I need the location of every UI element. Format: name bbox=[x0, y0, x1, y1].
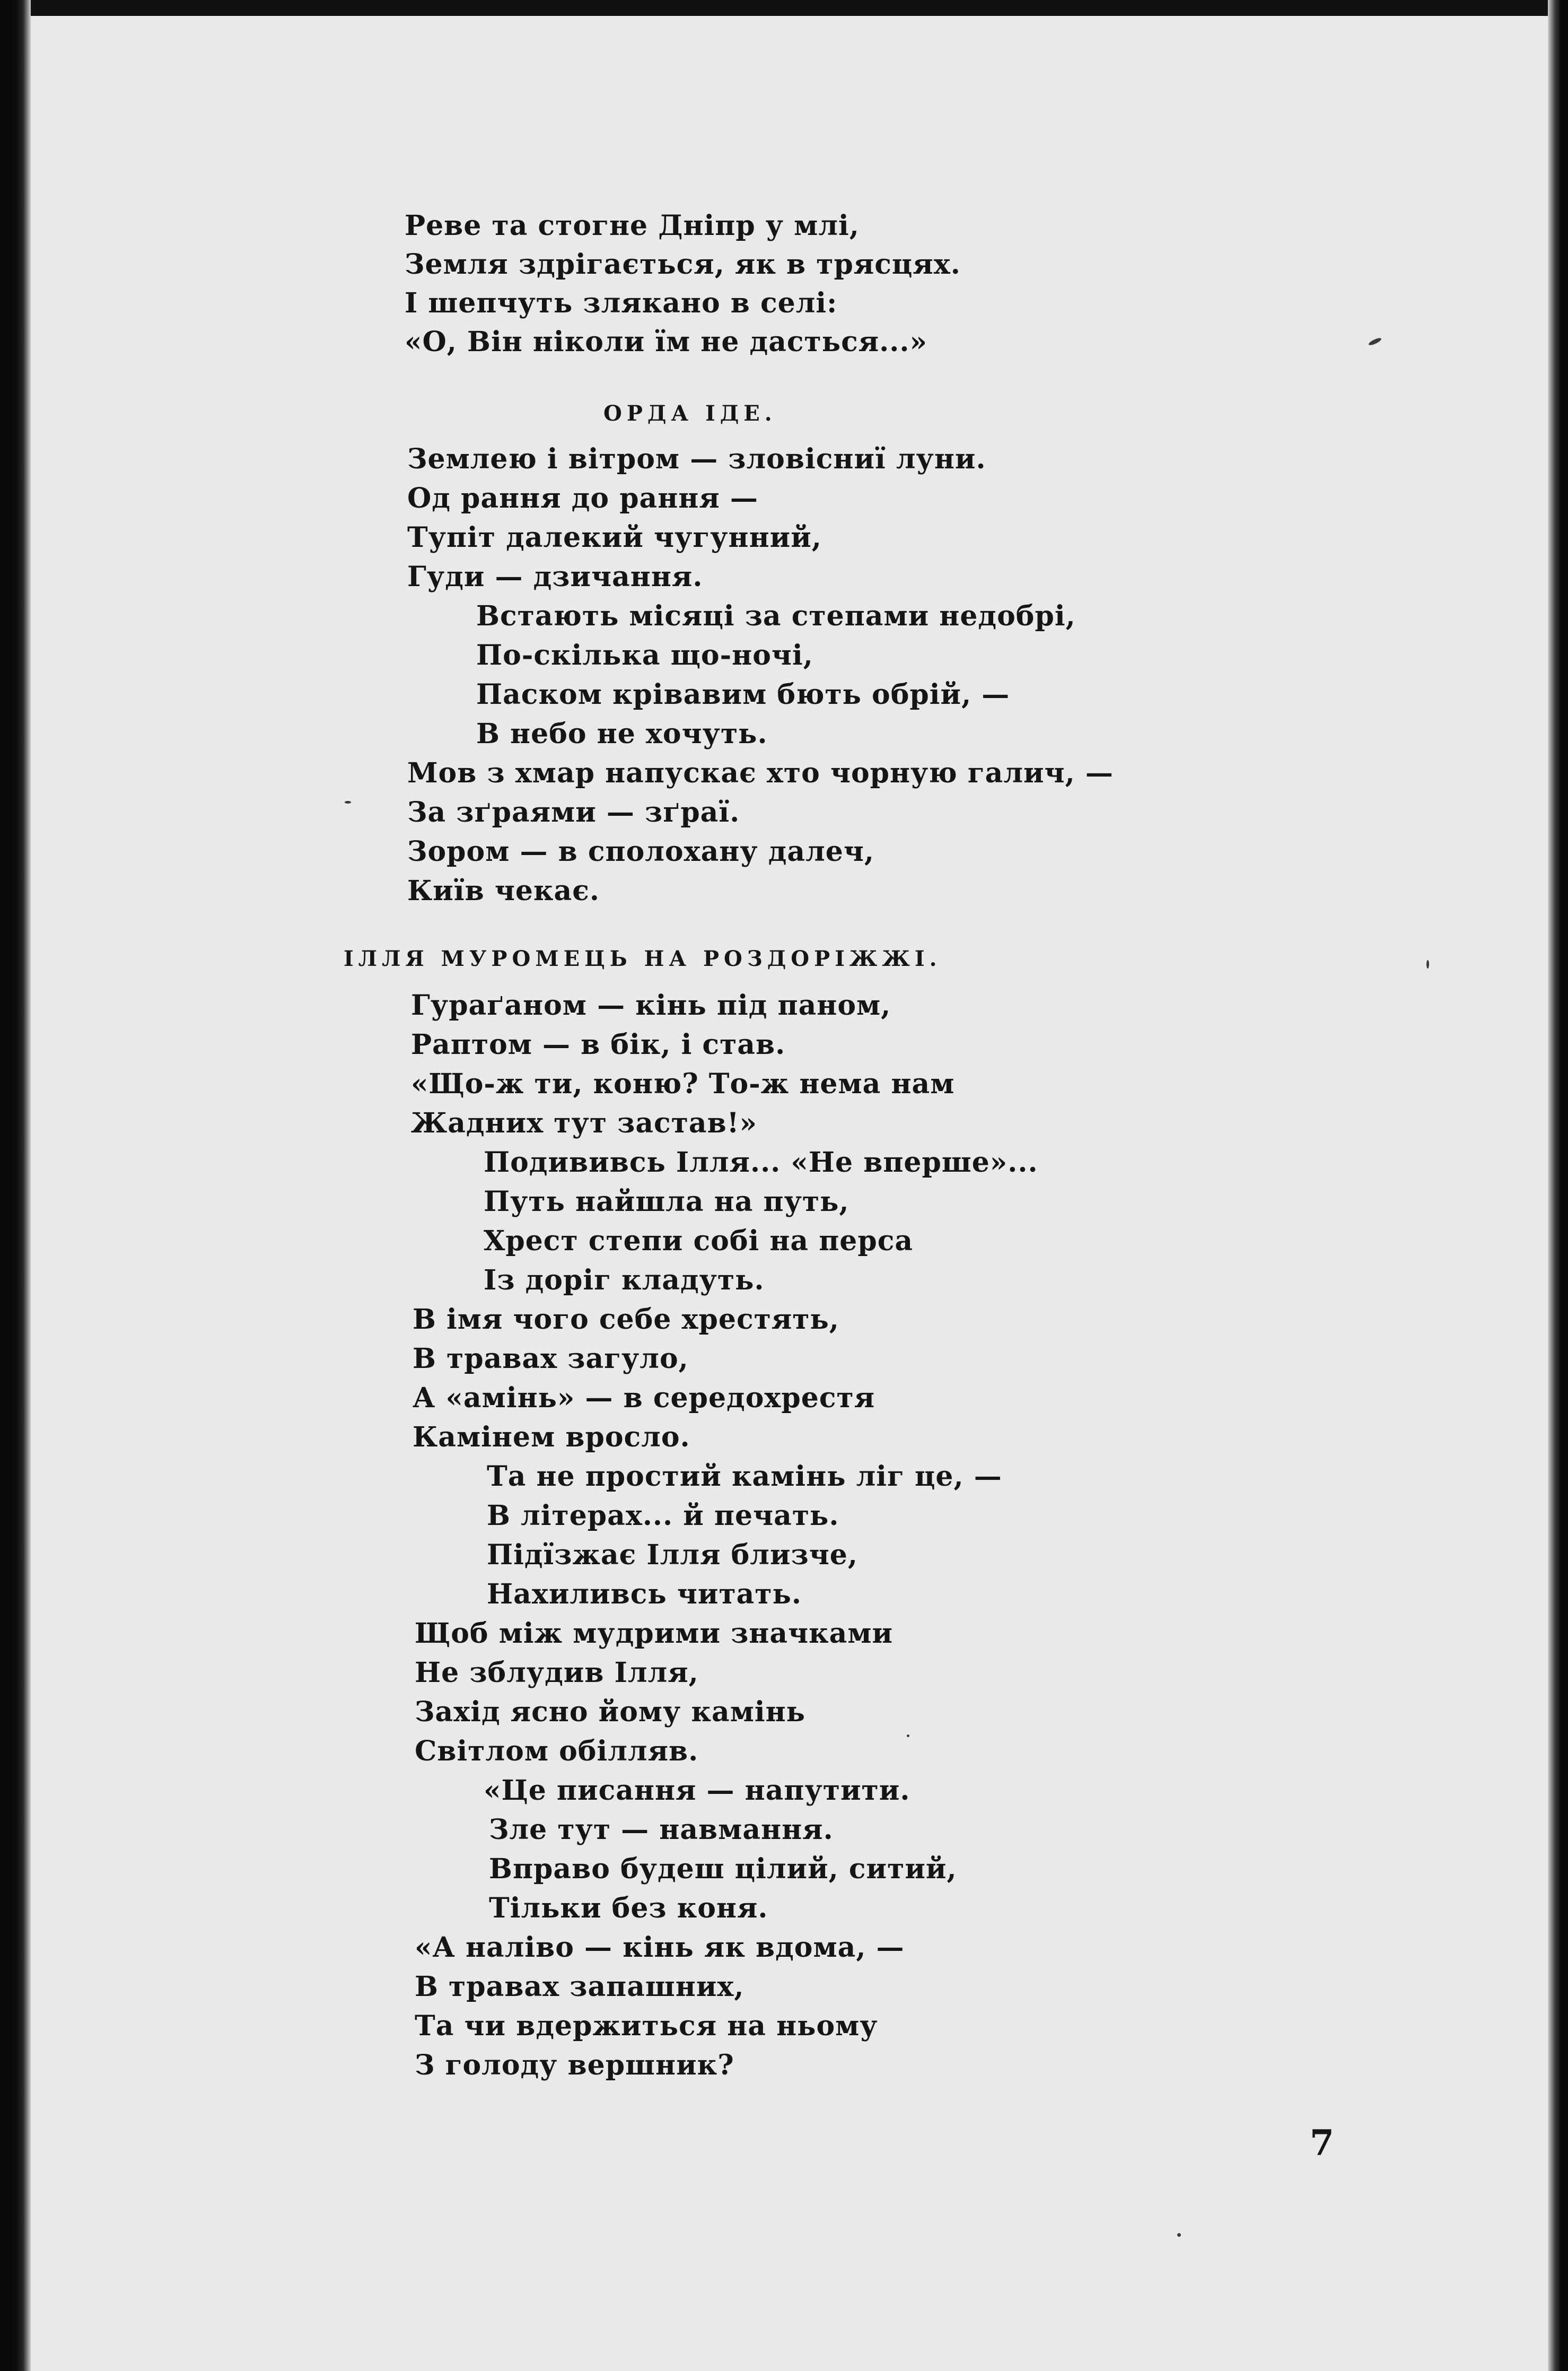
poem-line: Землею і вітром — зловісниї луни. bbox=[407, 443, 986, 475]
poem-line: За зґраями — зґраї. bbox=[407, 796, 740, 829]
poem-line: А «амінь» — в середохрестя bbox=[413, 1382, 875, 1414]
poem-line: Мов з хмар напускає хто чорную галич, — bbox=[407, 757, 1114, 789]
poem-line: Хрест степи собі на перса bbox=[484, 1225, 914, 1257]
poem-line: В травах загуло, bbox=[413, 1343, 689, 1375]
poem-line: Та не простий камінь ліг це, — bbox=[487, 1460, 1002, 1493]
poem-line: Подививсь Ілля... «Не вперше»... bbox=[484, 1146, 1038, 1179]
poem-line: Встають місяці за степами недобрі, bbox=[476, 600, 1076, 632]
poem-line: «А наліво — кінь як вдома, — bbox=[415, 1931, 905, 1964]
poem-line: Гуди — дзичання. bbox=[407, 561, 703, 593]
poem-line: Зором — в сполохану далеч, bbox=[407, 835, 875, 868]
poem-line: «О, Він ніколи їм не дасться...» bbox=[405, 326, 927, 358]
poem-line: Паском крівавим бють обрій, — bbox=[476, 678, 1010, 711]
section-title: ОРДА ІДЕ. bbox=[603, 401, 777, 426]
poem-line: В травах запашних, bbox=[415, 1971, 744, 2003]
poem-line: Не зблудив Ілля, bbox=[415, 1657, 699, 1689]
poem-line: Із доріг кладуть. bbox=[484, 1264, 765, 1296]
poem-line: По-скілька що-ночі, bbox=[476, 639, 813, 672]
poem-line: «Це писання — напутити. bbox=[484, 1774, 910, 1807]
poem-line: Зле тут — навмання. bbox=[489, 1814, 834, 1846]
poem-line: Тільки без коня. bbox=[489, 1892, 768, 1924]
poem-line: Путь найшла на путь, bbox=[484, 1186, 849, 1218]
poem-line: Реве та стогне Дніпр у млі, bbox=[405, 210, 860, 242]
section-title: ІЛЛЯ МУРОМЕЦЬ НА РОЗДОРІЖЖІ. bbox=[344, 946, 942, 971]
poem-line: В літерах... й печать. bbox=[487, 1500, 839, 1532]
poem-line: Підїзжає Ілля близче, bbox=[487, 1539, 858, 1571]
poem-line: І шепчуть злякано в селі: bbox=[405, 287, 838, 319]
poem-line: Та чи вдержиться на ньому bbox=[415, 2010, 878, 2042]
poem-line: Вправо будеш цілий, ситий, bbox=[489, 1853, 957, 1885]
poem-line: В імя чого себе хрестять, bbox=[413, 1303, 839, 1336]
poem-line: Од рання до рання — bbox=[407, 482, 758, 515]
poem-line: Земля здрігається, як в трясцях. bbox=[405, 248, 961, 281]
poem-line: Щоб між мудрими значками bbox=[415, 1617, 894, 1650]
poem-line: Київ чекає. bbox=[407, 875, 600, 907]
poem-line: Тупіт далекий чугунний, bbox=[407, 521, 822, 554]
poem-line: «Що-ж ти, коню? То-ж нема нам bbox=[411, 1068, 955, 1100]
poem-line: З голоду вершник? bbox=[415, 2049, 734, 2081]
poem-line: Світлом обілляв. bbox=[415, 1735, 699, 1767]
poem-line: В небо не хочуть. bbox=[476, 718, 768, 750]
poem-line: Нахиливсь читать. bbox=[487, 1578, 802, 1610]
poem-line: Камінем вросло. bbox=[413, 1421, 690, 1453]
poem-line: Захід ясно йому камінь bbox=[415, 1696, 805, 1728]
poem-line: Раптом — в бік, і став. bbox=[411, 1028, 786, 1061]
poem-line: Жадних тут застав!» bbox=[411, 1107, 758, 1139]
page-number: 7 bbox=[1310, 2122, 1334, 2164]
poem-line: Гураґаном — кінь під паном, bbox=[411, 989, 891, 1022]
